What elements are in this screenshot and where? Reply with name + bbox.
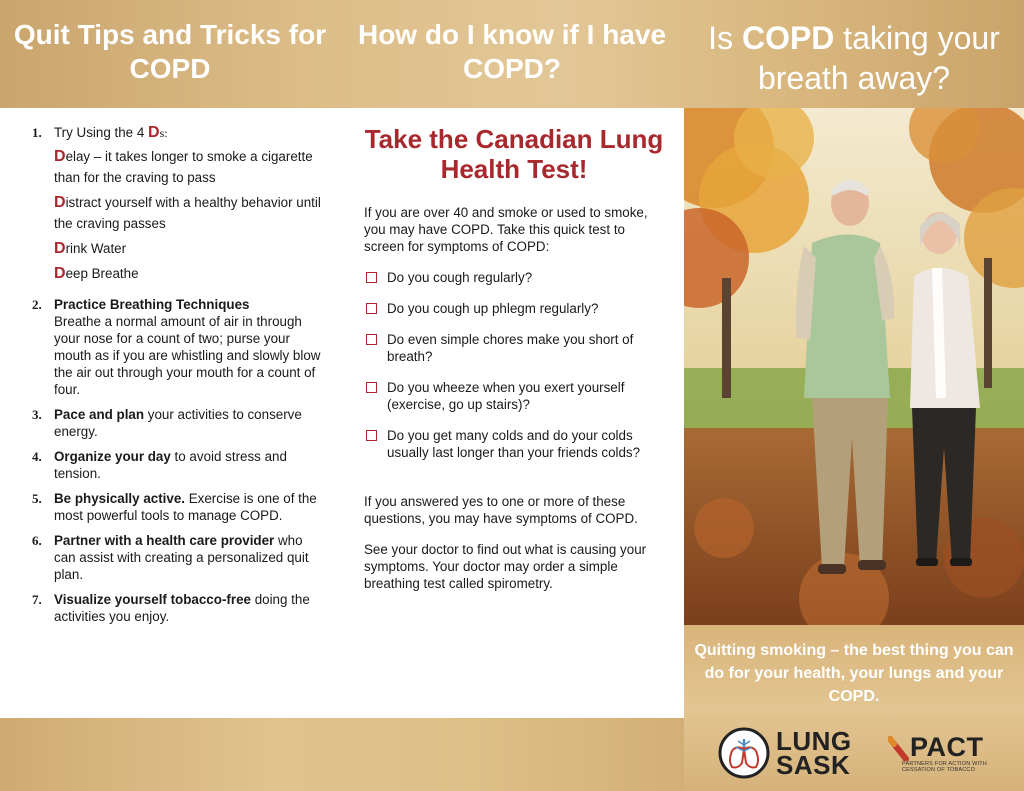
- tip-text: Exercise is one of the most powerful tools to manage COPD.: [54, 491, 317, 523]
- checkbox[interactable]: [366, 272, 377, 283]
- d-deep: Deep Breathe: [54, 265, 139, 282]
- tip-number: 5.: [32, 491, 42, 506]
- tagline-panel: [684, 625, 1024, 791]
- pact-wordmark: PACT: [910, 732, 984, 762]
- tip-number: 1.: [32, 125, 42, 140]
- footer-band: [0, 718, 684, 791]
- tip-number: 3.: [32, 407, 42, 422]
- logos-row: [684, 723, 1024, 783]
- tip-number: 6.: [32, 533, 42, 548]
- question-text: Do you cough up phlegm regularly?: [387, 301, 599, 316]
- tip-item-6: [32, 532, 322, 583]
- tip-item-4: [32, 448, 322, 482]
- header-how-do-i-know: How do I know if I have COPD?: [357, 19, 667, 84]
- couple-walking-photo: [684, 108, 1024, 625]
- question-item: [364, 300, 664, 317]
- cigarette-icon: [888, 731, 910, 761]
- test-intro: If you are over 40 and smoke or used to smoke, you may have COPD. Take this quick test to screen for symptoms of COPD:: [364, 205, 648, 254]
- d-delay: Delay – it takes longer to smoke a cigarette than for the craving to pass: [54, 148, 313, 185]
- lung-sask-word-1: LUNG: [776, 726, 852, 756]
- tip-text: who can assist with creating a personalized quit plan.: [54, 533, 309, 582]
- test-doctor: See your doctor to find out what is causing your symptoms. Your doctor may order a simple breathing test called spirometry.: [364, 542, 647, 591]
- tip-text: to avoid stress and tension.: [54, 449, 287, 481]
- tip-item-5: [32, 490, 322, 524]
- tip-number: 2.: [32, 297, 42, 312]
- tip-item-7: [32, 591, 322, 625]
- header-quit-tips: Quit Tips and Tricks for COPD: [13, 19, 327, 84]
- d-distract: Distract yourself with a healthy behavior until the craving passes: [54, 194, 321, 231]
- lung-sask-logo: [718, 727, 852, 779]
- test-result: If you answered yes to one or more of these questions, you may have symptoms of COPD.: [364, 494, 638, 526]
- quit-tips-list: [32, 124, 322, 633]
- test-title: Take the Canadian Lung Health Test!: [364, 124, 664, 184]
- checkbox[interactable]: [366, 382, 377, 393]
- tip-item-1: [32, 124, 322, 288]
- tip-title: Be physically active.: [54, 491, 186, 506]
- tip-title: Practice Breathing Techniques: [54, 297, 250, 312]
- lung-sask-emblem-icon: [718, 727, 770, 779]
- tagline-text: Quitting smoking – the best thing you can do for your health, your lungs and your COPD.: [694, 642, 1014, 705]
- header-copd-breath: Is COPD taking your breath away?: [708, 20, 1000, 96]
- question-item: [364, 331, 664, 365]
- question-item: [364, 427, 664, 461]
- tip-text: doing the activities you enjoy.: [54, 592, 310, 624]
- tip-item-3: [32, 406, 322, 440]
- d-drink: Drink Water: [54, 240, 127, 257]
- checkbox[interactable]: [366, 430, 377, 441]
- question-item: [364, 269, 664, 286]
- tip-title: Partner with a health care provider: [54, 533, 275, 548]
- tip-number: 4.: [32, 449, 42, 464]
- tip-item-2: [32, 296, 322, 398]
- tip-title: Visualize yourself tobacco-free: [54, 592, 251, 607]
- tip-title: Organize your day: [54, 449, 171, 464]
- tip-4ds-heading: Try Using the 4 Ds:: [54, 124, 168, 141]
- pact-subtitle-2: CESSATION OF TOBACCO: [902, 767, 976, 773]
- pact-logo: [888, 731, 987, 773]
- lung-sask-word-2: SASK: [776, 750, 851, 780]
- question-text: Do even simple chores make you short of breath?: [387, 332, 634, 364]
- checkbox[interactable]: [366, 334, 377, 345]
- tip-title: Pace and plan: [54, 407, 145, 422]
- question-text: Do you get many colds and do your colds usually last longer than your friends colds?: [387, 428, 641, 460]
- lung-health-test: [364, 124, 664, 606]
- question-item: [364, 379, 664, 413]
- tip-text: your activities to conserve energy.: [54, 407, 302, 439]
- pact-subtitle-1: PARTNERS FOR ACTION WITH: [902, 761, 987, 767]
- tip-number: 7.: [32, 592, 42, 607]
- question-text: Do you cough regularly?: [387, 270, 533, 285]
- question-text: Do you wheeze when you exert yourself (exercise, go up stairs)?: [387, 380, 625, 412]
- tip-text: Breathe a normal amount of air in through your nose for a count of two; purse your mouth as if you are whistling and slowly blow the air out through your mouth for a count of four.: [54, 314, 321, 397]
- checkbox[interactable]: [366, 303, 377, 314]
